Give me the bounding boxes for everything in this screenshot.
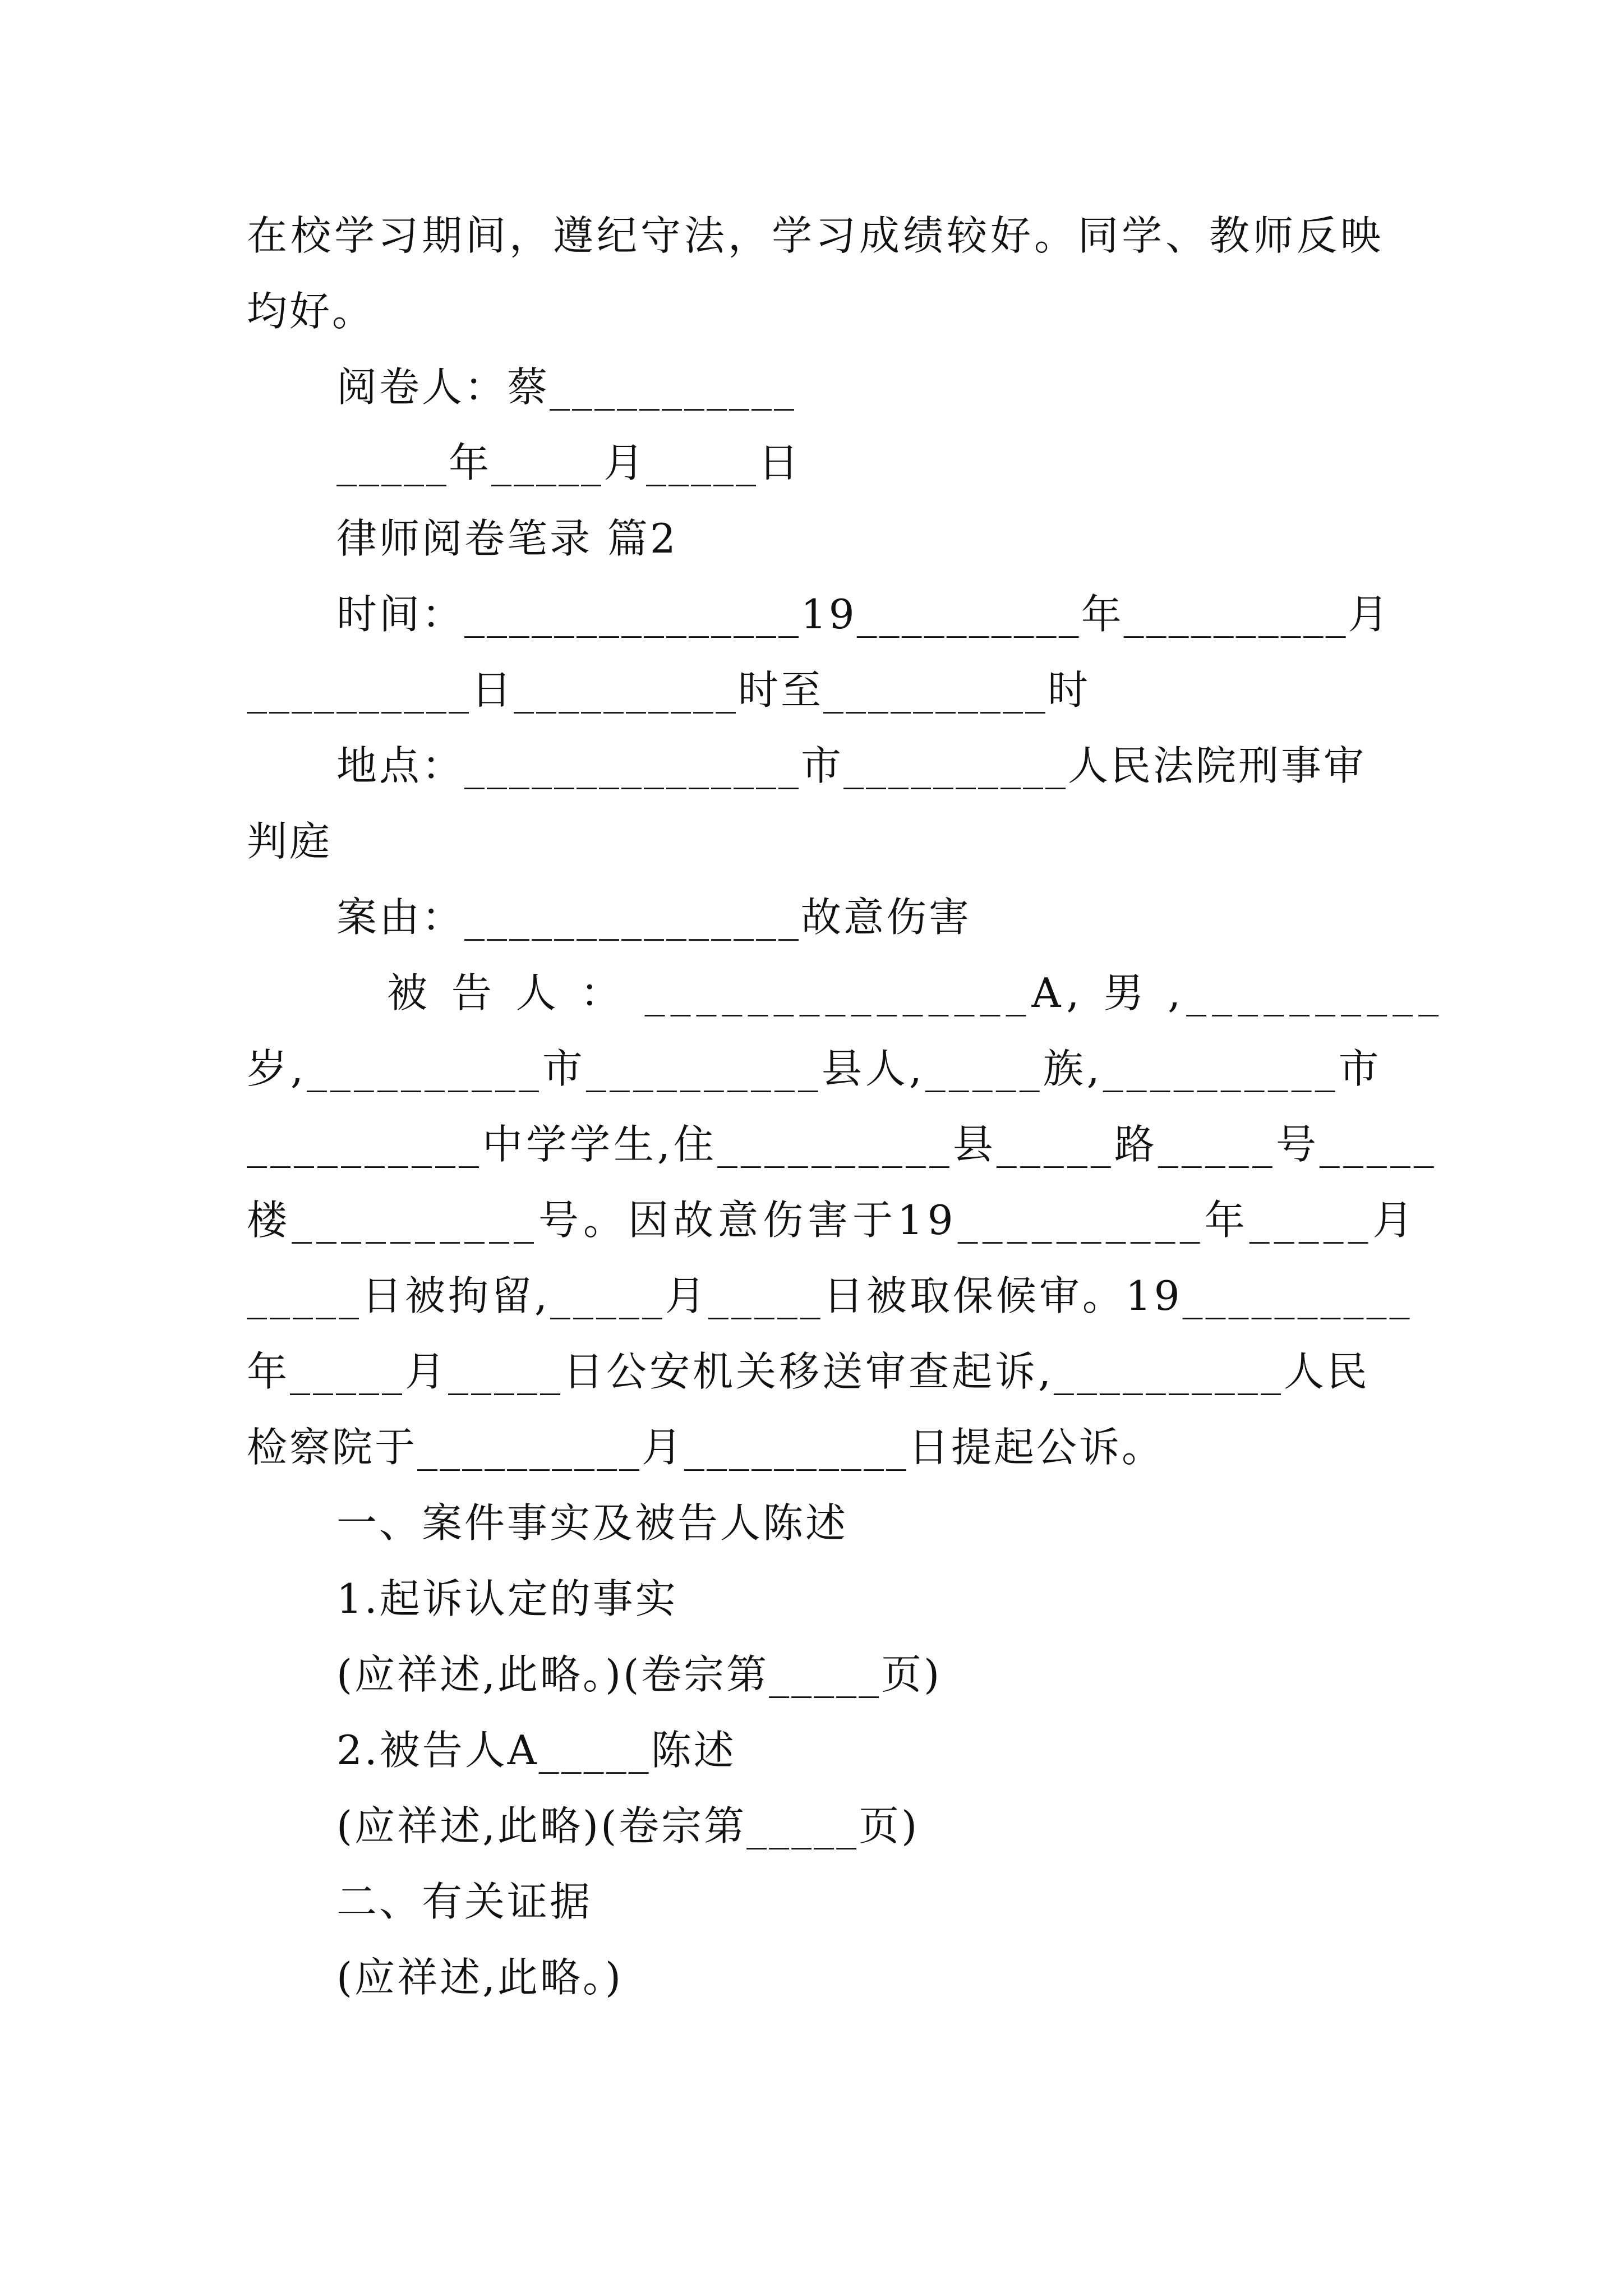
note-line-1: (应祥述,此略。)(卷宗第_____页) [336, 1651, 942, 1698]
location-line: 地点：_______________市__________人民法院刑事审 [336, 742, 1367, 789]
defendant-line-7: 检察院于__________月__________日提起公诉。 [247, 1424, 1165, 1471]
reviewer-line: 阅卷人：蔡___________ [336, 364, 797, 411]
location-line-cont: 判庭 [247, 818, 333, 865]
heading-2: 二、有关证据 [336, 1878, 593, 1925]
text-line-1: 在校学习期间，遵纪守法，学习成绩较好。同学、教师反映 [247, 212, 1385, 259]
defendant-line-1: 被 告 人 ： _______________A, 男 ,__________ [387, 969, 1445, 1016]
subheading-2: 2.被告人A_____陈述 [336, 1727, 736, 1774]
date-line: _____年_____月_____日 [336, 439, 801, 486]
case-cause-line: 案由：_______________故意伤害 [336, 894, 972, 941]
note-line-3: (应祥述,此略。) [336, 1954, 624, 2001]
time-line-cont: __________日__________时至__________时 [247, 666, 1090, 714]
defendant-line-4: 楼__________号。因故意伤害于19__________年_____月 [247, 1197, 1418, 1244]
defendant-line-6: 年_____月_____日公安机关移送审查起诉,__________人民 [247, 1348, 1370, 1395]
defendant-line-2: 岁,__________市__________县人,_____族,__________市 [247, 1045, 1382, 1092]
text-line-2: 均好。 [247, 288, 375, 335]
subheading-1: 1.起诉认定的事实 [336, 1575, 678, 1622]
section-title: 律师阅卷笔录 篇2 [336, 515, 678, 562]
defendant-line-3: __________中学学生,住__________县_____路_____号_____ [247, 1121, 1437, 1168]
heading-1: 一、案件事实及被告人陈述 [336, 1499, 849, 1547]
note-line-2: (应祥述,此略)(卷宗第_____页) [336, 1802, 920, 1849]
defendant-line-5: _____日被拘留,_____月_____日被取保候审。19__________ [247, 1272, 1413, 1319]
time-line: 时间：_______________19__________年__________月 [336, 591, 1391, 638]
